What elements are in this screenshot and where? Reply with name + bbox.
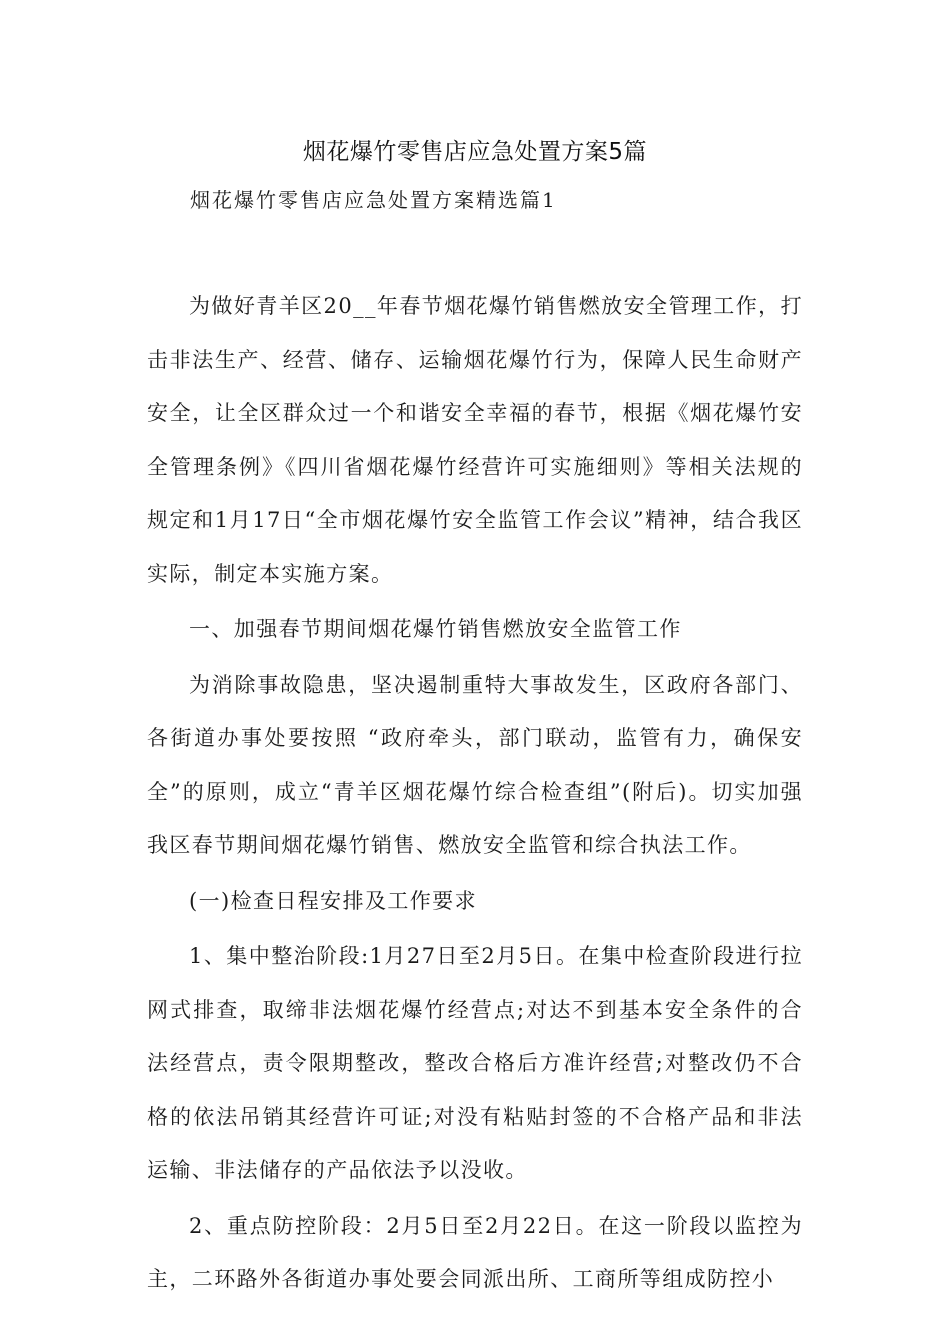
paragraph-principles: 为消除事故隐患，坚决遏制重特大事故发生，区政府各部门、各街道办事处要按照 “政府牵头，部门联动，监管有力，确保安全”的原则，成立“青羊区烟花爆竹综合检查组”(附后)。切实加强我区春节期间烟花爆竹销售、燃放安全监管和综合执法工作。	[147, 672, 803, 857]
document-subtitle: 烟花爆竹零售店应急处置方案精选篇1	[190, 188, 557, 212]
paragraph-stage-1: 1、集中整治阶段:1月27日至2月5日。在集中检查阶段进行拉网式排查，取缔非法烟花爆竹经营点;对达不到基本安全条件的合法经营点，责令限期整改，整改合格后方准许经营;对整改仍不合格的依法吊销其经营许可证;对没有粘贴封签的不合格产品和非法运输、非法储存的产品依法予以没收。	[147, 944, 803, 1182]
paragraph-intro: 为做好青羊区20__年春节烟花爆竹销售燃放安全管理工作，打击非法生产、经营、储存、运输烟花爆竹行为，保障人民生命财产安全，让全区群众过一个和谐安全幸福的春节，根据《烟花爆竹安全管理条例》《四川省烟花爆竹经营许可实施细则》等相关法规的规定和1月17日“全市烟花爆竹安全监管工作会议”精神，结合我区实际，制定本实施方案。	[147, 294, 803, 586]
section-heading-1: 一、加强春节期间烟花爆竹销售燃放安全监管工作	[189, 617, 682, 641]
document-body	[147, 280, 803, 1307]
paragraph-stage-2: 2、重点防控阶段：2月5日至2月22日。在这一阶段以监控为主，二环路外各街道办事处要会同派出所、工商所等组成防控小	[147, 1213, 803, 1291]
document-title: 烟花爆竹零售店应急处置方案5篇	[302, 139, 648, 165]
subsection-heading-1: (一)检查日程安排及工作要求	[189, 888, 477, 913]
